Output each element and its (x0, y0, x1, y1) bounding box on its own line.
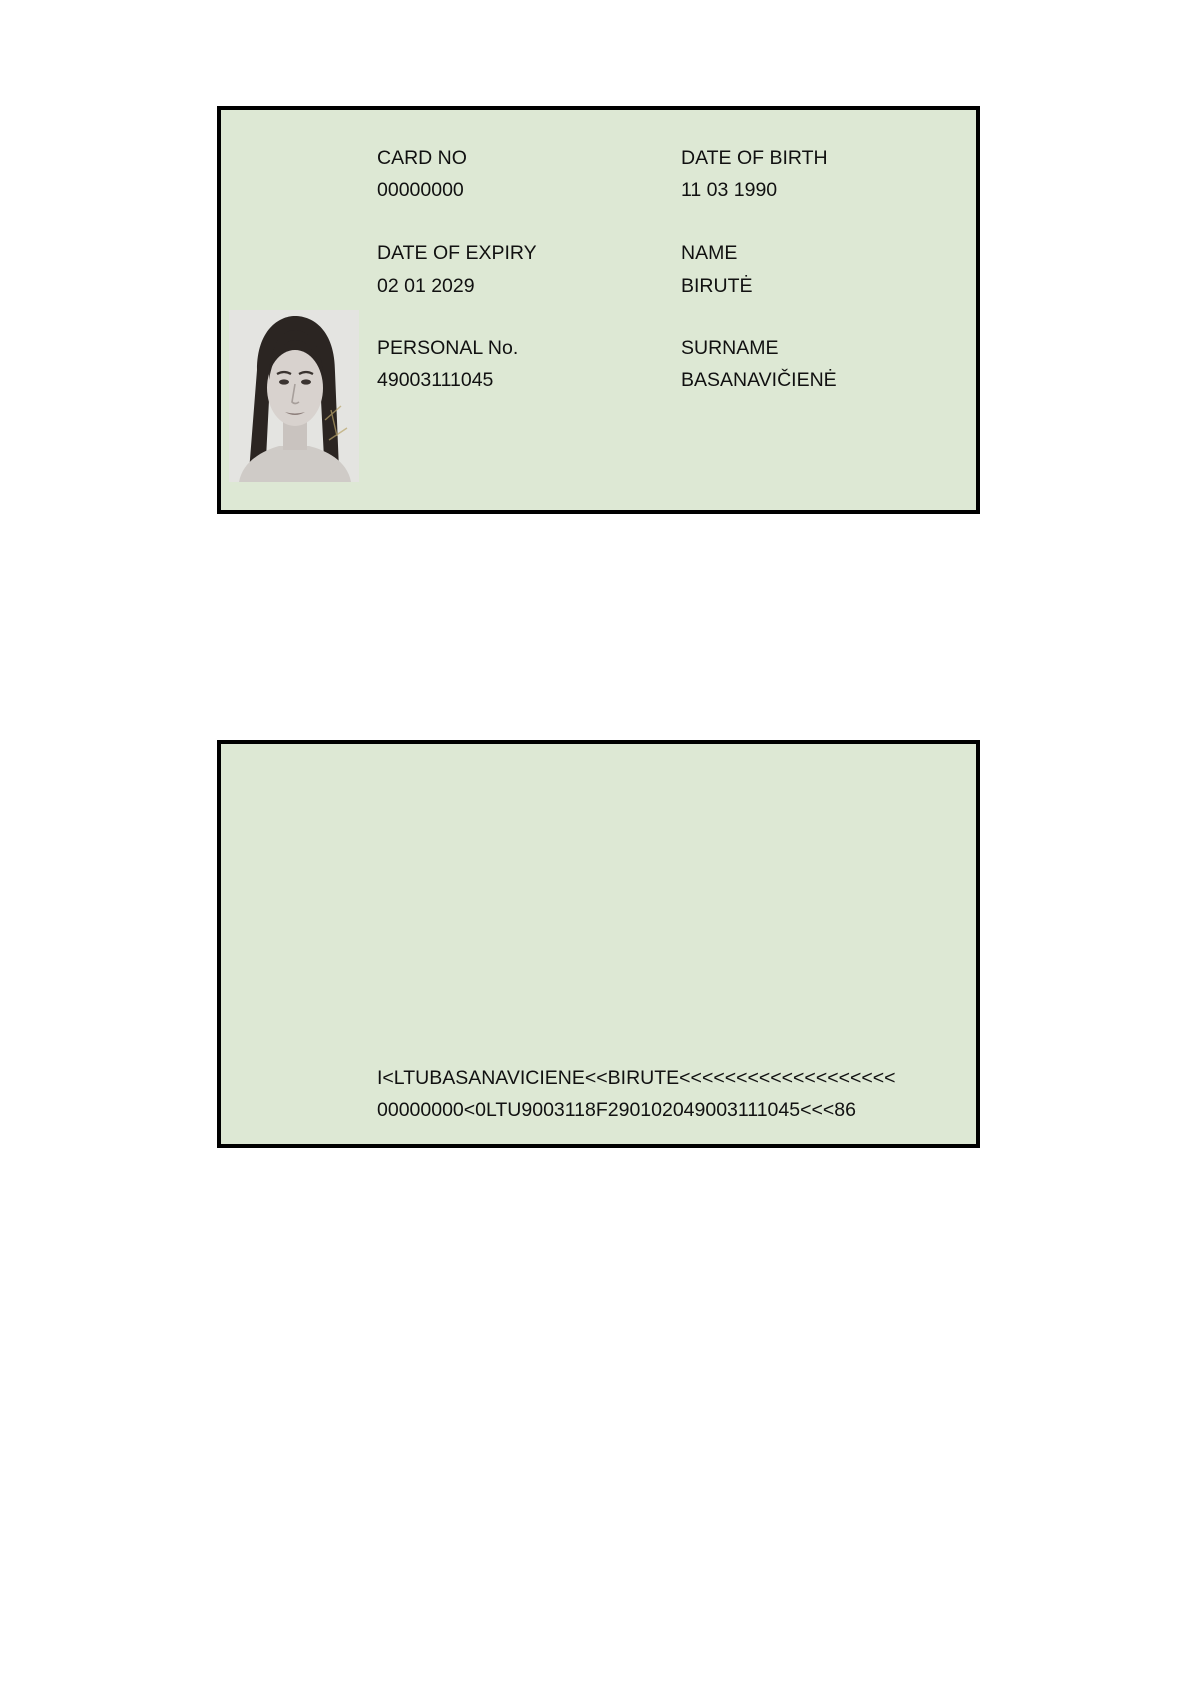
date-of-expiry-value: 02 01 2029 (377, 275, 475, 297)
date-of-birth-value: 11 03 1990 (681, 179, 778, 201)
name-label: NAME (681, 242, 738, 264)
portrait-image (229, 310, 359, 482)
card-no-label: CARD NO (377, 147, 467, 169)
id-card-back (217, 740, 980, 1148)
surname-value: BASANAVIČIENĖ (681, 369, 837, 391)
surname-label: SURNAME (681, 337, 779, 359)
personal-no-label: PERSONAL No. (377, 337, 519, 359)
holder-photo (229, 310, 359, 482)
mrz-line-1: I<LTUBASANAVICIENE<<BIRUTE<<<<<<<<<<<<<<<<<<< (377, 1067, 896, 1089)
mrz-line-2: 00000000<0LTU9003118F290102049003111045<<<86 (377, 1099, 856, 1121)
date-of-birth-label: DATE OF BIRTH (681, 147, 828, 169)
name-value: BIRUTĖ (681, 275, 753, 297)
personal-no-value: 49003111045 (377, 369, 494, 391)
date-of-expiry-label: DATE OF EXPIRY (377, 242, 537, 264)
id-card-front (217, 106, 980, 514)
card-no-value: 00000000 (377, 179, 464, 201)
